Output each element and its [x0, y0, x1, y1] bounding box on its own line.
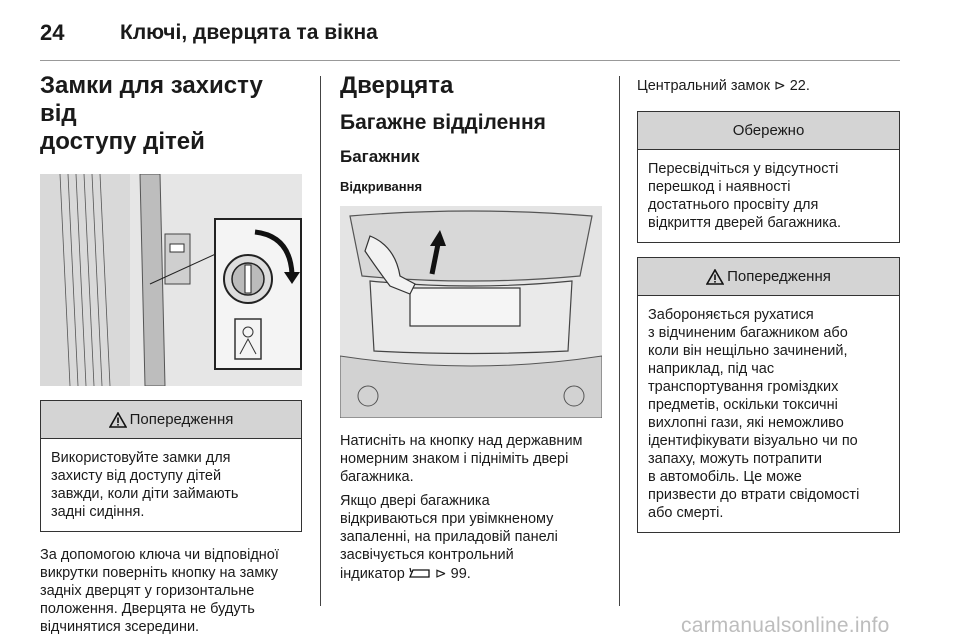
- page-title: Ключі, дверцята та вікна: [120, 21, 378, 44]
- tailgate-drawing: [340, 206, 602, 418]
- warning-box-header: [41, 401, 301, 439]
- section-heading: Замки для захисту від доступу дітей: [40, 72, 263, 155]
- indicator-paragraph: Якщо двері багажника відкриваються при увімкненому запаленні, на приладовій панелі засвічується контрольний індикатор ⊳ 99.: [340, 493, 558, 582]
- left-column: [40, 72, 302, 636]
- header-rule: [40, 60, 900, 61]
- page-header: [40, 18, 378, 48]
- page-ref-icon: ⊳: [773, 77, 786, 93]
- child-lock-paragraph: За допомогою ключа чи відповідної викрутки поверніть кнопку на замку задніх дверцят у горизонтальне положення. Дверцята не будуть відчинятися зсередини.: [40, 547, 279, 635]
- warning-text: Використовуйте замки для захисту від доступу дітей завжди, коли діти займають задні сидіння.: [51, 450, 239, 520]
- caution-box-header: [638, 112, 899, 150]
- watermark: carmanualsonline.info: [681, 614, 890, 637]
- child-lock-illustration: [40, 174, 302, 386]
- warning-triangle-icon: [109, 412, 127, 428]
- warning-title: Попередження: [129, 411, 234, 428]
- caution-title: Обережно: [732, 122, 805, 139]
- warning-title: Попередження: [727, 268, 831, 285]
- section-heading: Дверцята: [340, 72, 454, 99]
- open-paragraph: Натисніть на кнопку над державним номерним знаком і підніміть двері багажника.: [340, 433, 583, 485]
- warning-box-header: [638, 258, 899, 296]
- caution-box: [637, 111, 900, 243]
- page-ref-icon: ⊳: [434, 565, 447, 581]
- tailgate-illustration: [340, 206, 602, 418]
- subsection-heading: Багажне відділення: [340, 111, 546, 134]
- tailgate-indicator-icon: [409, 567, 431, 579]
- child-lock-drawing: [40, 174, 302, 386]
- page-number: 24: [40, 20, 65, 45]
- column-divider: [320, 76, 321, 606]
- warning-box: [40, 400, 302, 532]
- central-lock-ref: Центральний замок ⊳ 22.: [637, 77, 810, 94]
- warning-triangle-icon: [706, 269, 724, 285]
- warning-box: [637, 257, 900, 533]
- column-divider: [619, 76, 620, 606]
- right-column: [637, 72, 900, 533]
- caution-text: Пересвідчіться у відсутності перешкод і наявності достатнього просвіту для відкриття дверей багажника.: [648, 161, 842, 231]
- warning-text: Забороняється рухатися з відчиненим багажником або коли він нещільно зачинений, наприклад, під час транспортування громіздких предметів, оскільки токсичні вихлопні гази, які неможливо ідентифікувати візуально чи по запаху, можуть потрапити в автомобіль. Це може призвести до втрати свідомості або смерті.: [648, 307, 860, 521]
- middle-column: [340, 72, 604, 583]
- subsection-heading-2: Багажник: [340, 147, 420, 166]
- subsection-heading-3: Відкривання: [340, 179, 423, 194]
